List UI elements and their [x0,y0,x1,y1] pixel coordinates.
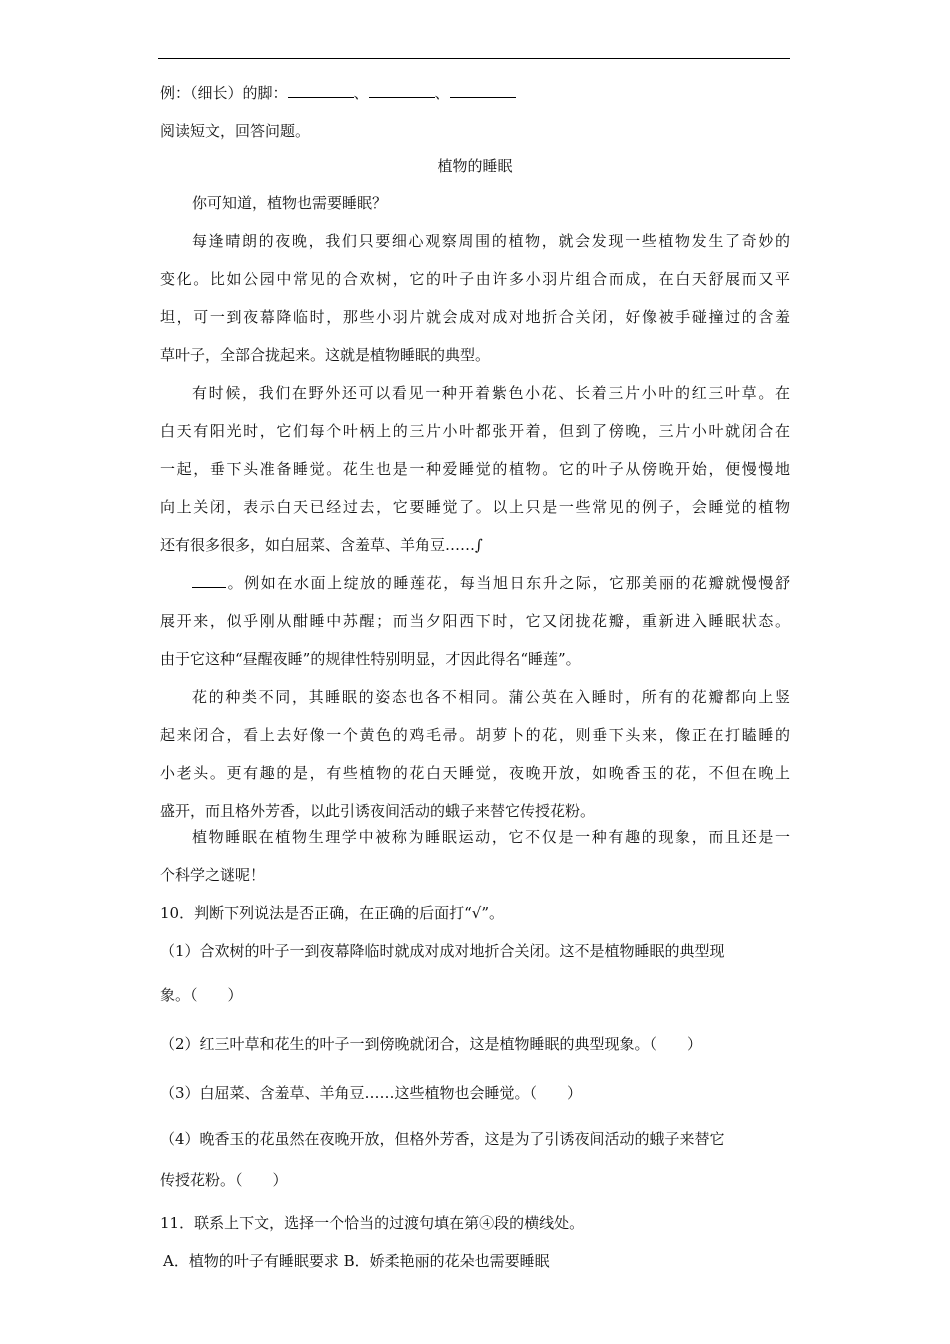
text-line: 盛开，而且格外芳香，以此引诱夜间活动的蛾子来替它传授花粉。 [160,802,596,820]
question-11-options[interactable]: A．植物的叶子有睡眠要求 B．娇柔艳丽的花朵也需要睡眠 [163,1252,550,1270]
text-line: 每逢晴朗的夜晚，我们只要细心观察周围的植物，就会发现一些植物发生了奇妙的 [192,232,790,250]
text-line: 向上关闭，表示白天已经过去，它要睡觉了。以上只是一些常见的例子，会睡觉的植物 [160,498,790,516]
answer-blank-1[interactable] [288,83,354,98]
text-line: 有时候，我们在野外还可以看见一种开着紫色小花、长着三片小叶的红三叶草。在 [192,384,790,402]
question-10-item-4: （4）晚香玉的花虽然在夜晚开放，但格外芳香，这是为了引诱夜间活动的蛾子来替它 [160,1130,725,1148]
header-rule [158,58,790,59]
text-line: 你可知道，植物也需要睡眠？ [192,194,388,212]
answer-blank-3[interactable] [450,83,516,98]
example-line [160,82,516,103]
article-title: 植物的睡眠 [437,157,513,175]
article-paragraph-6 [160,818,790,894]
article-paragraph-5 [160,678,790,830]
text-line: 一起，垂下头准备睡觉。花生也是一种爱睡觉的植物。它的叶子从傍晚开始，便慢慢地 [160,460,790,478]
text-line: 展开来，似乎刚从酣睡中苏醒；而当夕阳西下时，它又闭拢花瓣，重新进入睡眠状态。 [160,612,790,630]
question-10-item-1: （1）合欢树的叶子一到夜幕降临时就成对成对地折合关闭。这不是植物睡眠的典型现 [160,942,725,960]
question-10-stem: 10．判断下列说法是否正确，在正确的后面打“√”。 [160,904,504,922]
question-10-item-2[interactable]: （2）红三叶草和花生的叶子一到傍晚就闭合，这是植物睡眠的典型现象。（ ） [160,1035,703,1053]
article-paragraph-1 [160,184,790,222]
text-line: 小老头。更有趣的是，有些植物的花白天睡觉，夜晚开放，如晚香玉的花，不但在晚上 [160,764,790,782]
article-paragraph-2 [160,222,790,374]
text-line: 坦，可一到夜幕降临时，那些小羽片就会成对成对地折合关闭，好像被手碰撞过的含羞 [160,308,790,326]
answer-blank-2[interactable] [369,83,435,98]
separator: 、 [353,84,369,102]
text-line: 白天有阳光时，它们每个叶柄上的三片小叶都张开着，但到了傍晚，三片小叶就闭合在 [160,422,790,440]
instruction: 阅读短文，回答问题。 [160,122,311,140]
text-line: 植物睡眠在植物生理学中被称为睡眠运动，它不仅是一种有趣的现象，而且还是一 [192,828,790,846]
separator: 、 [434,84,450,102]
question-10-item-1-cont[interactable]: 象。（ ） [160,986,243,1004]
text-line: 变化。比如公园中常见的合欢树，它的叶子由许多小羽片组合而成，在白天舒展而又平 [160,270,790,288]
question-10-item-4-cont[interactable]: 传授花粉。（ ） [160,1171,288,1189]
text-line: 草叶子，全部合拢起来。这就是植物睡眠的典型。 [160,346,491,364]
text-line: 还有很多很多，如白屈菜、含羞草、羊角豆……∫ [160,536,483,554]
article-paragraph-3 [160,374,790,564]
article-paragraph-4 [160,564,790,678]
text-line: 个科学之谜呢！ [160,866,266,884]
example-prefix: 例：（细长）的脚： [160,84,288,102]
question-10-item-3[interactable]: （3）白屈菜、含羞草、羊角豆……这些植物也会睡觉。（ ） [160,1084,583,1102]
text-line: 起来闭合，看上去好像一个黄色的鸡毛帚。胡萝卜的花，则垂下头来，像正在打瞌睡的 [160,726,790,744]
transition-blank[interactable] [192,573,226,588]
text-line: 花的种类不同，其睡眠的姿态也各不相同。蒲公英在入睡时，所有的花瓣都向上竖 [192,688,790,706]
text-line [160,564,790,602]
text-line: 由于它这种“昼醒夜睡”的规律性特别明显，才因此得名“睡莲”。 [160,650,581,668]
text-segment: 。例如在水面上绽放的睡莲花，每当旭日东升之际，它那美丽的花瓣就慢慢舒 [226,574,790,592]
question-11-stem: 11．联系上下文，选择一个恰当的过渡句填在第④段的横线处。 [160,1214,585,1232]
